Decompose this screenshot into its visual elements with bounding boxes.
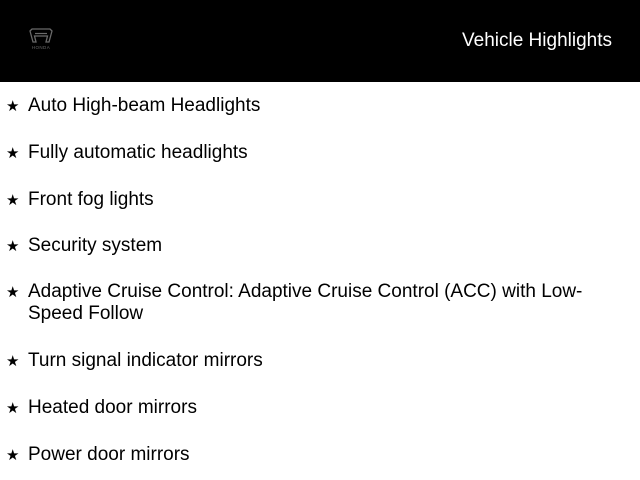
star-icon: ★ (6, 283, 20, 301)
star-icon: ★ (6, 237, 20, 255)
list-item-label: Power door mirrors (28, 444, 190, 465)
star-icon: ★ (6, 352, 20, 370)
star-icon: ★ (6, 97, 20, 115)
list-item-label: Heated door mirrors (28, 397, 197, 418)
honda-logo-icon (24, 27, 58, 51)
star-icon: ★ (6, 399, 20, 417)
list-item-label: Auto High-beam Headlights (28, 95, 261, 116)
list-item-label: Front fog lights (28, 189, 154, 210)
star-icon: ★ (6, 191, 20, 209)
star-icon: ★ (6, 144, 20, 162)
list-item-label: Security system (28, 235, 163, 256)
list-item-label: Fully automatic headlights (28, 142, 248, 163)
star-icon: ★ (6, 446, 20, 464)
page-title: Vehicle Highlights (462, 30, 612, 51)
header-bar (0, 0, 640, 82)
list-item-label: Turn signal indicator mirrors (28, 350, 263, 371)
list-item-label: Adaptive Cruise Control: Adaptive Cruise Control (ACC) with Low-Speed Follow (28, 281, 583, 324)
svg-text:HONDA: HONDA (31, 45, 51, 50)
